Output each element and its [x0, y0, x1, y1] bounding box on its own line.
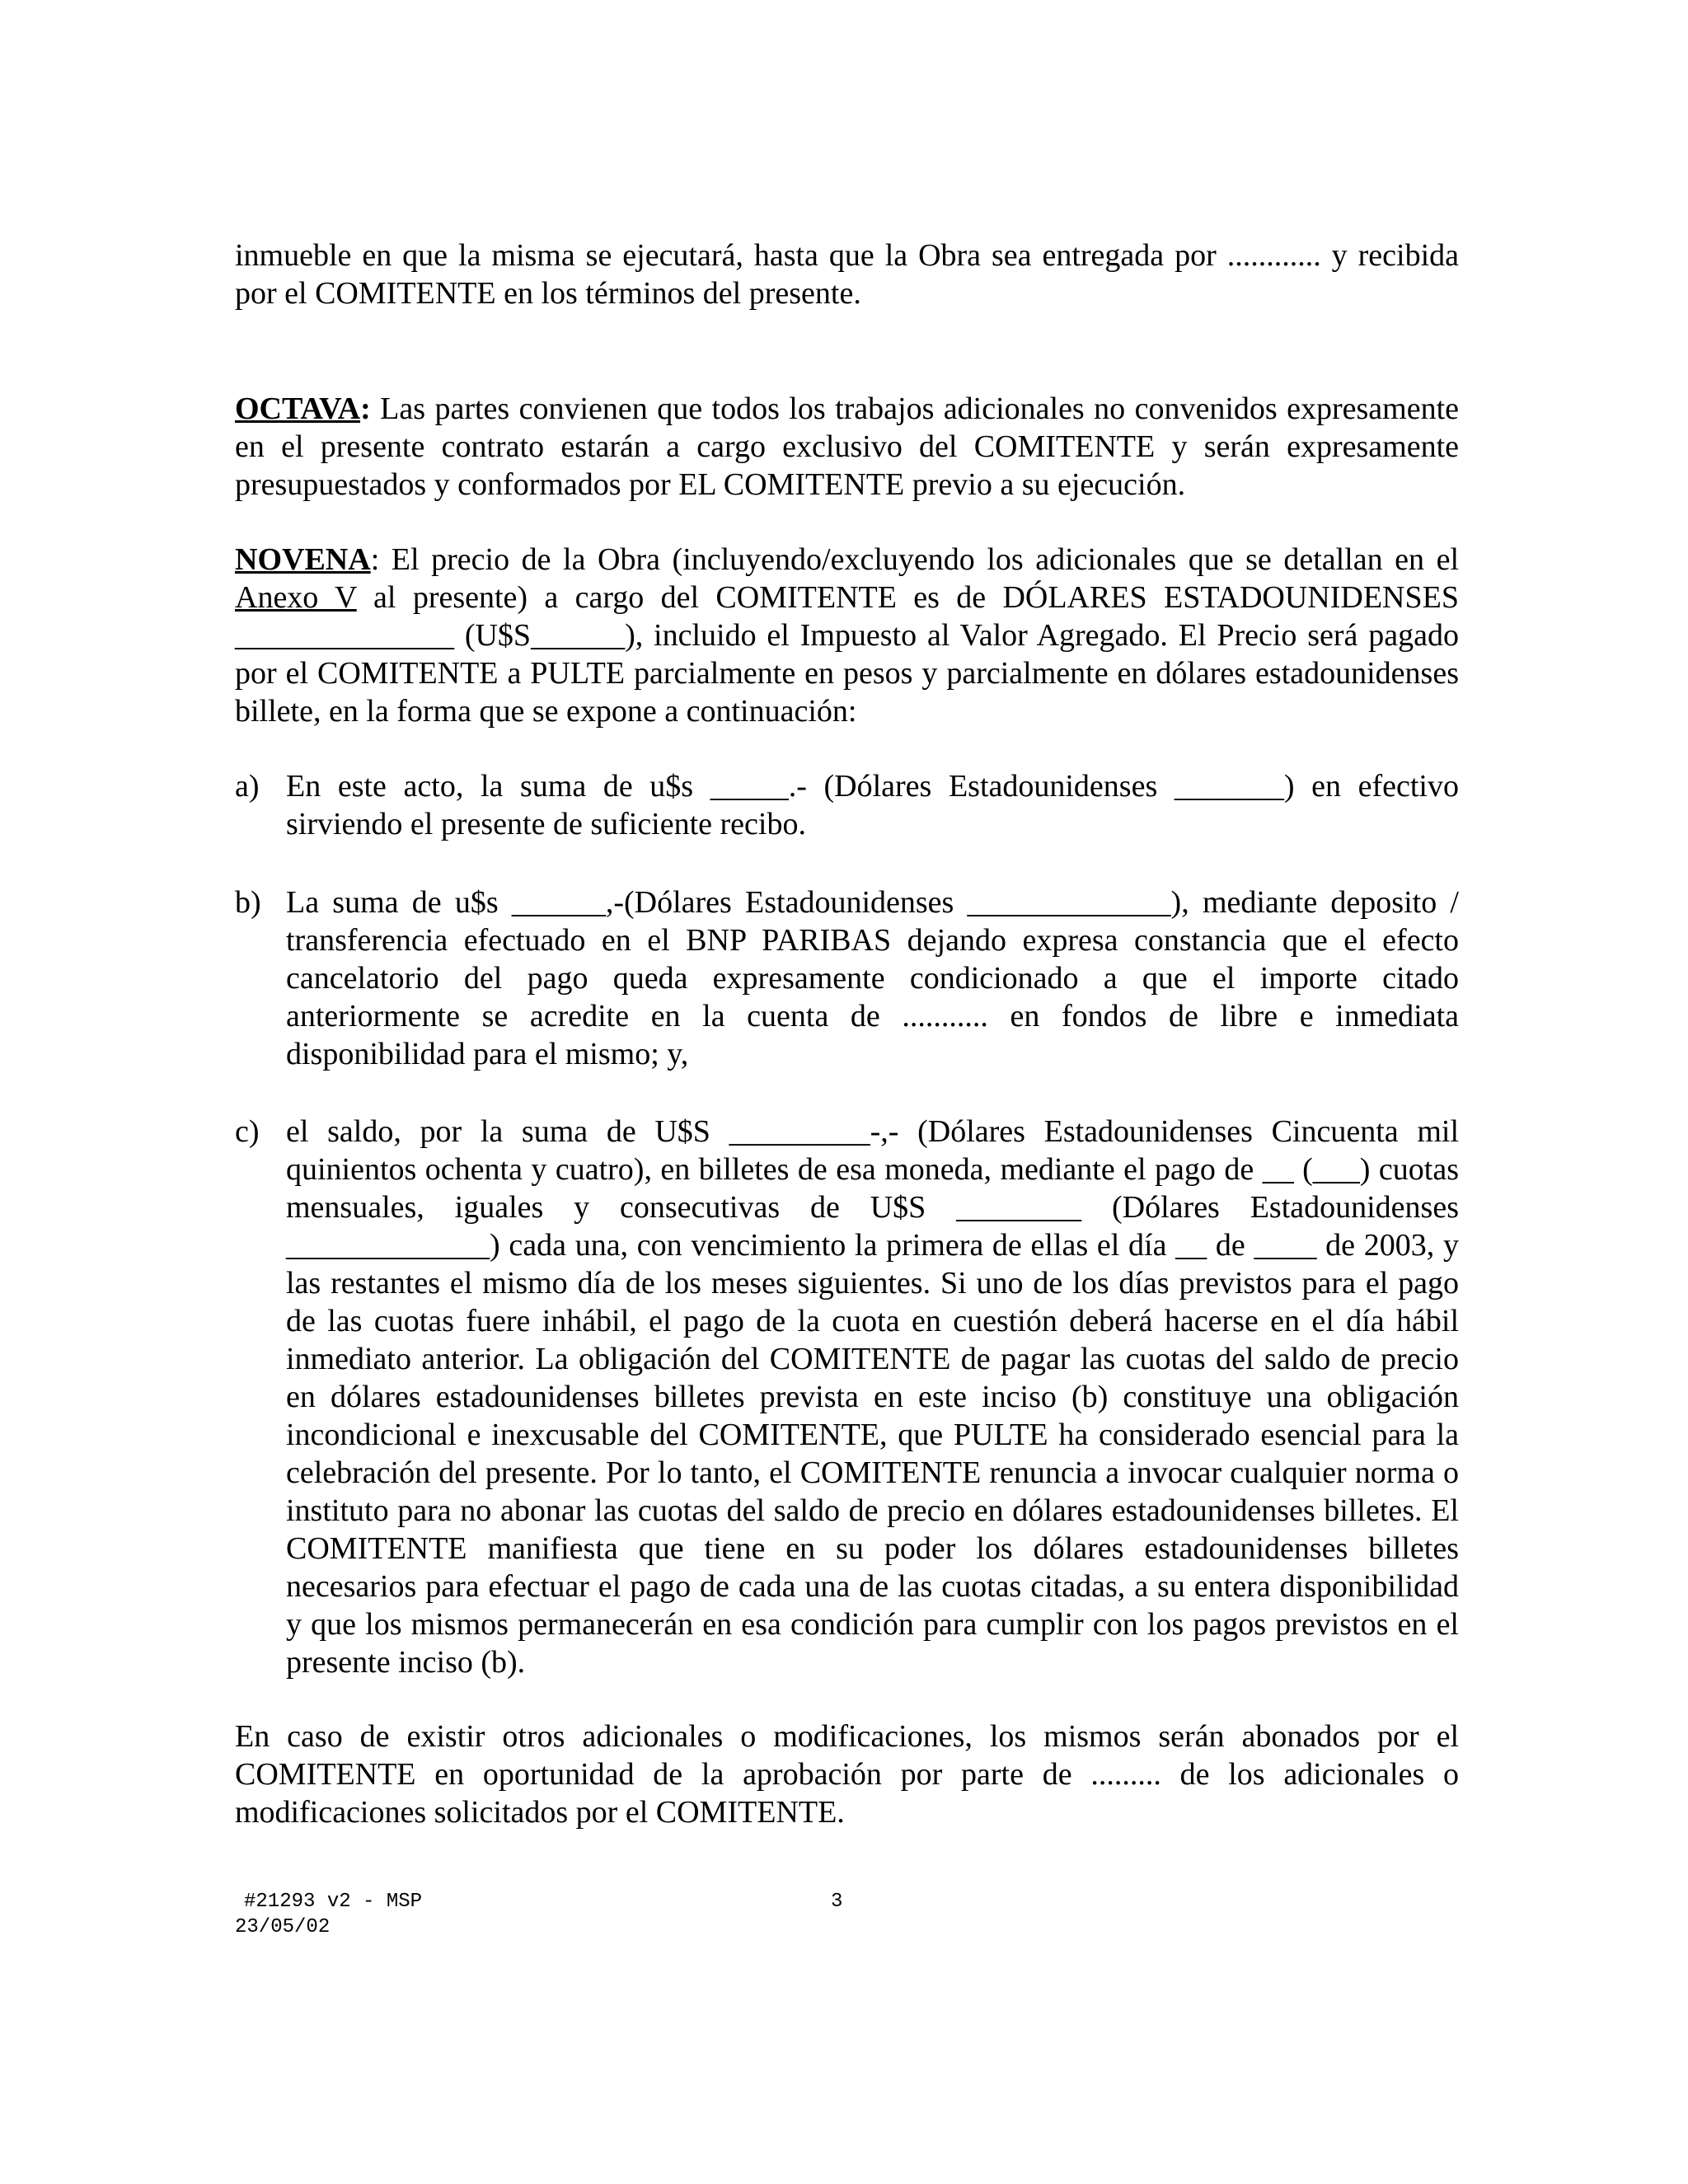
clause-octava-text: Las partes convienen que todos los trabajos adicionales no convenidos expresamente en el presente contrato estarán a cargo exclusivo del COMITENTE y serán expresamente presupuestados y conformados por EL COMITENTE previo a su ejecución.: [235, 391, 1459, 502]
clause-novena: [235, 541, 1459, 730]
clause-octava: [235, 390, 1459, 504]
clause-octava-heading: OCTAVA: [235, 391, 361, 426]
footer-doc-ref: #21293 v2 - MSP: [244, 1891, 423, 1913]
anexo-reference: Anexo V: [235, 580, 357, 615]
clause-octava-colon: :: [360, 391, 371, 426]
list-marker-b: b): [235, 885, 261, 920]
list-item-b-text: La suma de u$s ______,-(Dólares Estadounidenses _____________), mediante deposito / transferencia efectuado en el BNP PARIBAS dejando expresa constancia que el efecto cancelatorio del pago queda expresamente condicionado a que el importe citado anteriormente se acredite en la cuenta de ........... en fondos de libre e inmediata disponibilidad para el mismo; y,: [286, 885, 1459, 1071]
list-item-a-text: En este acto, la suma de u$s _____.- (Dólares Estadounidenses _______) en efectivo sirviendo el presente de suficiente recibo.: [286, 769, 1459, 841]
page-number: 3: [831, 1891, 843, 1913]
list-item-c: [235, 1113, 1459, 1681]
list-item-c-text: el saldo, por la suma de U$S _________-,- (Dólares Estadounidenses Cincuenta mil quinientos ochenta y cuatro), en billetes de esa moneda, mediante el pago de __ (___) cuotas mensuales, iguales y consecutivas de U$S ________ (Dólares Estadounidenses _____________) cada una, con vencimiento la primera de ellas el día __ de ____ de 2003, y las restantes el mismo día de los meses siguientes. Si uno de los días previstos para el pago de las cuotas fuere inhábil, el pago de la cuota en cuestión deberá hacerse en el día hábil inmediato anterior. La obligación del COMITENTE de pagar las cuotas del saldo de precio en dólares estadounidenses billetes prevista en este inciso (b) constituye una obligación incondicional e inexcusable del COMITENTE, que PULTE ha considerado esencial para la celebración del presente. Por lo tanto, el COMITENTE renuncia a invocar cualquier norma o instituto para no abonar las cuotas del saldo de precio en dólares estadounidenses billetes. El COMITENTE manifiesta que tiene en su poder los dólares estadounidenses billetes necesarios para efectuar el pago de cada una de las cuotas citadas, a su entera disponibilidad y que los mismos permanecerán en esa condición para cumplir con los pagos previstos en el presente inciso (b).: [286, 1114, 1459, 1680]
intro-paragraph: inmueble en que la misma se ejecutará, hasta que la Obra sea entregada por ............ y recibida por el COMITENTE en los términos del presente.: [235, 238, 1459, 311]
list-marker-c: c): [235, 1114, 260, 1149]
list-item-b: [235, 883, 1459, 1073]
final-paragraph: En caso de existir otros adicionales o modificaciones, los mismos serán abonados por el COMITENTE en oportunidad de la aprobación por parte de ......... de los adicionales o modificaciones solicitados por el COMITENTE.: [235, 1719, 1459, 1830]
clause-novena-text-1: : El precio de la Obra (incluyendo/excluyendo los adicionales que se detallan en el: [370, 542, 1459, 577]
list-item-a: [235, 767, 1459, 843]
list-marker-a: a): [235, 769, 260, 804]
clause-novena-text-2: al presente) a cargo del COMITENTE es de DÓLARES ESTADOUNIDENSES ______________ (U$S______), incluido el Impuesto al Valor Agregado. El Precio será pagado por el COMITENTE a PULTE parcialmente en pesos y parcialmente en dólares estadounidenses billete, en la forma que se expone a continuación:: [235, 580, 1459, 729]
footer-date: 23/05/02: [235, 1916, 331, 1938]
clause-novena-heading: NOVENA: [235, 542, 371, 577]
